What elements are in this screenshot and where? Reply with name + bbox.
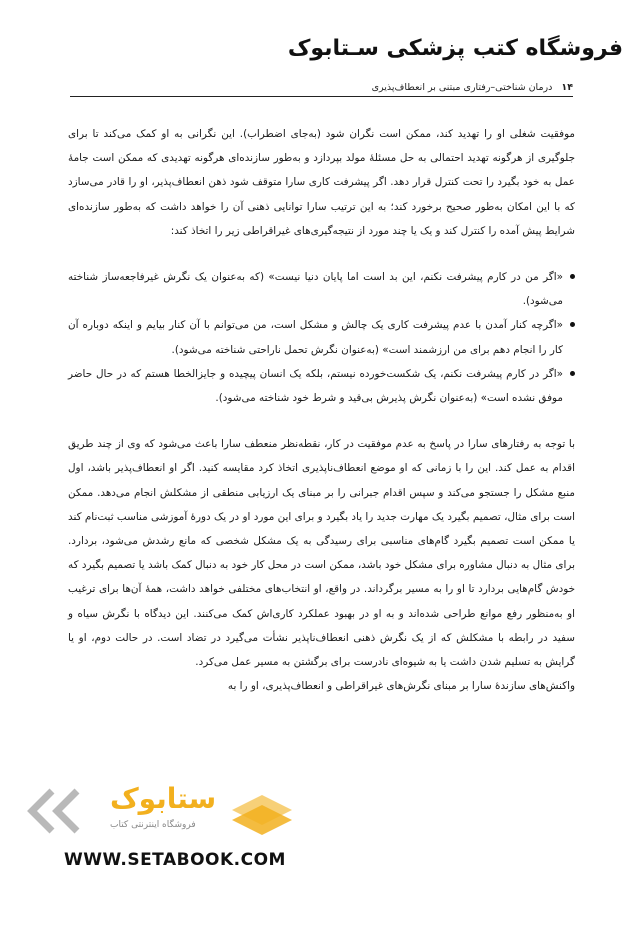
site-title: فروشگاه کتب پزشکی سـتابوک xyxy=(287,36,623,61)
running-title: درمان شناختی–رفتاری مبتنی بر انعطاف‌پذیری xyxy=(371,82,553,93)
bullet-text: «اگر من در کارم پیشرفت نکنم، این بد است اما پایان دنیا نیست» (که به‌عنوان یک نگرش غیرفاجعه‌ساز شناخته می‌شود). xyxy=(68,271,563,308)
running-head xyxy=(70,82,573,97)
bullet-list xyxy=(68,265,575,410)
bullet-text: «اگر در کارم پیشرفت نکنم، یک شکست‌خورده نیستم، بلکه یک انسان پیچیده و جایزالخطا هستم که در حال حاضر موفق نشده است» (به‌عنوان نگرش پذیرش بی‌قید و شرط خود شناخته می‌شود). xyxy=(68,367,563,405)
chevrons-logo-icon xyxy=(22,786,102,836)
list-item xyxy=(68,313,575,361)
watermark-subtitle: فروشگاه اینترنتی کتاب xyxy=(110,820,196,830)
body-paragraph-3: واکنش‌های سازندهٔ سارا بر مبنای نگرش‌های غیراقراطی و انعطاف‌پذیری، او را به xyxy=(227,680,575,693)
list-item xyxy=(68,265,575,313)
bullet-dot-icon xyxy=(570,371,575,376)
page-number: ۱۴ xyxy=(561,82,573,93)
setabook-watermark xyxy=(22,782,352,852)
books-logo-icon xyxy=(227,790,297,840)
body-paragraph-1: موفقیت شغلی او را تهدید کند، ممکن است نگران شود (به‌جای اضطراب). این نگرانی به او کمک می‌کند تا برای جلوگیری از هرگونه تهدید احتمالی به حل مسئلهٔ مولد بپردازد و به‌طور سازنده‌ای هرگونه تهدیدی که ممکن است جامهٔ عمل به خود بگیرد را تحت کنترل قرار دهد. اگر پیشرفت کاری سارا متوقف شود ذهن انعطاف‌پذیر، او را قادر می‌سازد که با این امکان به‌طور صحیح برخورد کند؛ به این ترتیب سارا توانایی ذهنی آن را خواهد داشت که به‌طور سازنده‌ای شرایط پیش آمده را کنترل کند و یک یا چند مورد از نتیجه‌گیری‌های غیراقراطی زیر را اتخاذ کند: xyxy=(68,128,575,237)
bullet-text: «اگرچه کنار آمدن با عدم پیشرفت کاری یک چالش و مشکل است، من می‌توانم با آن کنار بیایم و اینکه دوباره آن کار را انجام دهم برای من ارزشمند است» (به‌عنوان نگرش تحمل ناراحتی شناخته می‌شود). xyxy=(68,319,563,356)
page-content xyxy=(68,122,575,698)
bullet-dot-icon xyxy=(570,322,575,327)
footer-url: WWW.SETABOOK.COM xyxy=(64,850,286,870)
watermark-brand: ستابوک xyxy=(110,782,217,815)
body-paragraph-2: با توجه به رفتارهای سارا در پاسخ به عدم موفقیت در کار، نقطه‌نظر منعطف سارا باعث می‌شود که وی از چند طریق اقدام به عمل کند. این را با زمانی که او موضع انعطاف‌ناپذیری اتخاذ کرد مقایسه کنید. اگر او انعطاف‌پذیر باشد، اول منبع مشکل را جستجو می‌کند و سپس اقدام جبرانی را بر مبنای یک ارزیابی منطقی از مشکلش انجام می‌دهد. ممکن است برای مثال، تصمیم بگیرد یک مهارت جدید را یاد بگیرد و برای این مورد او در یک دورهٔ آموزشی مناسب ثبت‌نام کند یا ممکن است تصمیم بگیرد گام‌های مناسبی برای رسیدگی به یک مشکل شخصی که مانع رشدش می‌شود، بردارد. برای مثال به دنبال مشاوره برای مشکل خود باشد، ممکن است در محل کار خود به دنبال کمک باشد یا تصمیم بگیرد که خودش گام‌هایی بردارد تا او را به مسیر برگرداند. در واقع، او انتخاب‌های مختلفی خواهد داشت، همهٔ آن‌ها برای ترغیب او به‌منظور رفع موانع طراحی شده‌اند و به او در بهبود عملکرد کاری‌اش کمک می‌کنند. این دیدگاه با نگرش سیاه و سفید در رابطه با مشکلش که از یک نگرش ذهنی انعطاف‌ناپذیر نشأت می‌گیرد در تضاد است. در حالت دوم، او یا گرایش به تسلیم شدن داشت یا به شیوه‌ای نادرست برای برگشتن به مسیر عمل می‌کرد. xyxy=(68,438,575,669)
bullet-dot-icon xyxy=(570,274,575,279)
list-item xyxy=(68,362,575,410)
